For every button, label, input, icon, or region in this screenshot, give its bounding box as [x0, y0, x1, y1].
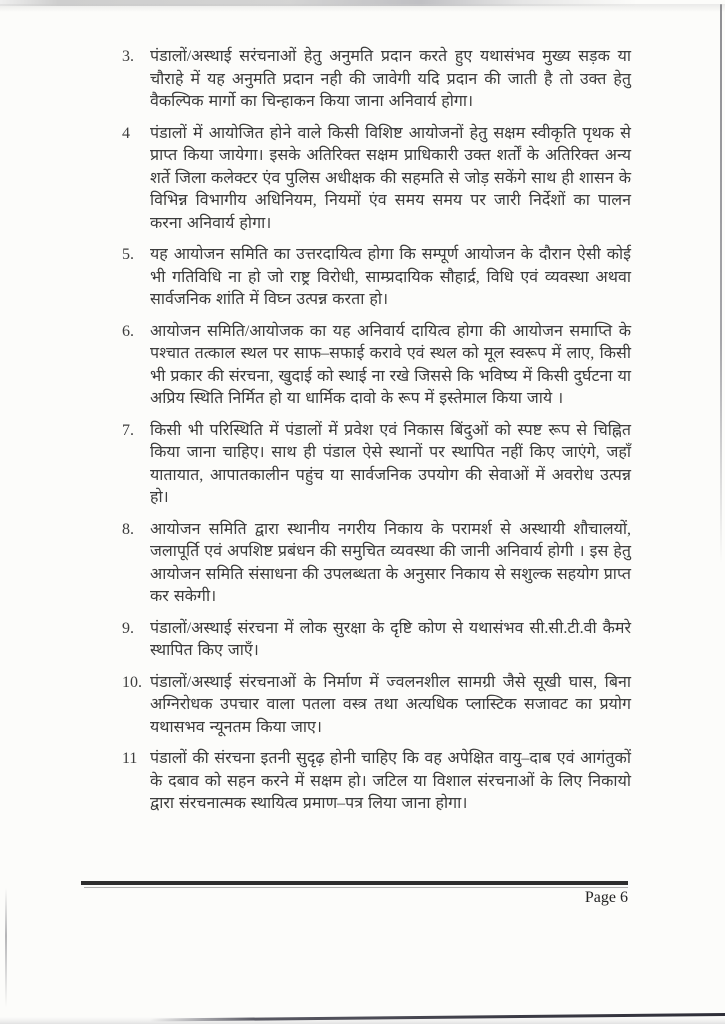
list-item: [122, 748, 631, 816]
list-item: [122, 519, 631, 609]
item-text: पंडालों/अस्थाई संरचना में लोक सुरक्षा के दृष्टि कोण से यथासंभव सी.सी.टी.वी कैमरे स्थापित किए जाएँ।: [150, 619, 631, 659]
numbered-list: [122, 46, 631, 825]
list-item: [122, 321, 631, 411]
item-text: पंडालों में आयोजित होने वाले किसी विशिष्ट आयोजनों हेतु सक्षम स्वीकृति पृथक से प्राप्त किया जायेगा। इसके अतिरिक्त सक्षम प्राधिकारी उक्त शर्तों के अतिरिक्त अन्य शर्ते जिला कलेक्टर एंव पुलिस अधीक्षक की सहमति से जोड़ सकेंगे साथ ही शासन के विभिन्न विभागीय अधिनियम, नियमों एंव समय समय पर जारी निर्देशों का पालन करना अनिवार्य होगा।: [150, 124, 631, 232]
scan-edge-right: [720, 4, 722, 564]
list-item: [122, 672, 631, 740]
item-text: आयोजन समिति द्वारा स्थानीय नगरीय निकाय के परामर्श से अस्थायी शौचालयों, जलापूर्ति एवं अपशिष्ट प्रबंधन की समुचित व्यवस्था की जानी अनिवार्य होगी । इस हेतु आयोजन समिति संसाधना की उपलब्धता के अनुसार निकाय से सशुल्क सहयोग प्राप्त कर सकेगी।: [150, 520, 631, 605]
list-item: [122, 420, 631, 510]
item-number: 3.: [122, 48, 134, 65]
list-item: [122, 244, 631, 312]
list-item: [122, 123, 631, 236]
list-item: [122, 46, 631, 114]
item-text: किसी भी परिस्थिति में पंडालों में प्रवेश एवं निकास बिंदुओं को स्पष्ट रूप से चिह्नित किया जाना चाहिए। साथ ही पंडाल ऐसे स्थानों पर स्थापित नहीं किए जाएंगे, जहाँ यातायात, आपातकालीन पहुंच या सार्वजनिक उपयोग की सेवाओं में अवरोध उत्पन्न हो।: [150, 421, 631, 506]
scan-edge-left: [5, 888, 7, 1008]
item-number: 6.: [122, 322, 134, 340]
item-number: 7.: [122, 421, 134, 439]
footer-rule: [81, 881, 628, 885]
item-number: 9.: [122, 619, 134, 637]
scan-edge-top-fade: [0, 4, 725, 12]
item-number: 11: [122, 750, 138, 767]
item-number: 4: [122, 124, 130, 142]
item-text: आयोजन समिति/आयोजक का यह अनिवार्य दायित्व होगा की आयोजन समाप्ति के पश्चात तत्काल स्थल पर साफ–सफाई करावे एवं स्थल को मूल स्वरूप में लाए, किसी भी प्रकार की संरचना, खुदाई को स्थाई ना रखे जिससे कि भविष्य में किसी दुर्घटना या अप्रिय स्थिति निर्मित हो या धार्मिक दावो के रूप में इस्तेमाल किया जाये ।: [150, 322, 632, 407]
item-text: पंडालों/अस्थाई संरचनाओं के निर्माण में ज्वलनशील सामग्री जैसे सूखी घास, बिना अग्निरोधक उपचार वाला पतला वस्त्र तथा अत्यधिक प्लास्टिक सजावट का प्रयोग यथासभव न्यूनतम किया जाए।: [150, 673, 631, 736]
item-number: 8.: [122, 520, 134, 538]
item-text: यह आयोजन समिति का उत्तरदायित्व होगा कि सम्पूर्ण आयोजन के दौरान ऐसी कोई भी गतिविधि ना हो जो राष्ट्र विरोधी, साम्प्रदायिक सौहार्द्र, विधि एवं व्यवस्था अथवा सार्वजनिक शांति में विघ्न उत्पन्न करता हो।: [150, 246, 631, 308]
page-number: Page 6: [584, 889, 628, 906]
item-text: पंडालों/अस्थाई सरंचनाओं हेतु अनुमति प्रदान करते हुए यथासंभव मुख्य सड़क या चौराहे में यह अनुमति प्रदान नही की जावेगी यदि प्रदान की जाती है तो उक्त हेतु वैकल्पिक मार्गो का चिन्हाकन किया जाना अनिवार्य होगा।: [150, 48, 631, 110]
item-text: पंडालों की संरचना इतनी सुदृढ़ होनी चाहिए कि वह अपेक्षित वायु–दाब एवं आगंतुकों के दबाव को सहन करने में सक्षम हो। जटिल या विशाल संरचनाओं के लिए निकायो द्वारा संरचनात्मक स्थायित्व प्रमाण–पत्र लिया जाना होगा।: [150, 750, 631, 812]
item-number: 10.: [122, 673, 142, 691]
item-number: 5.: [122, 246, 134, 263]
list-item: [122, 618, 631, 663]
footer-rule-echo: [84, 887, 628, 888]
